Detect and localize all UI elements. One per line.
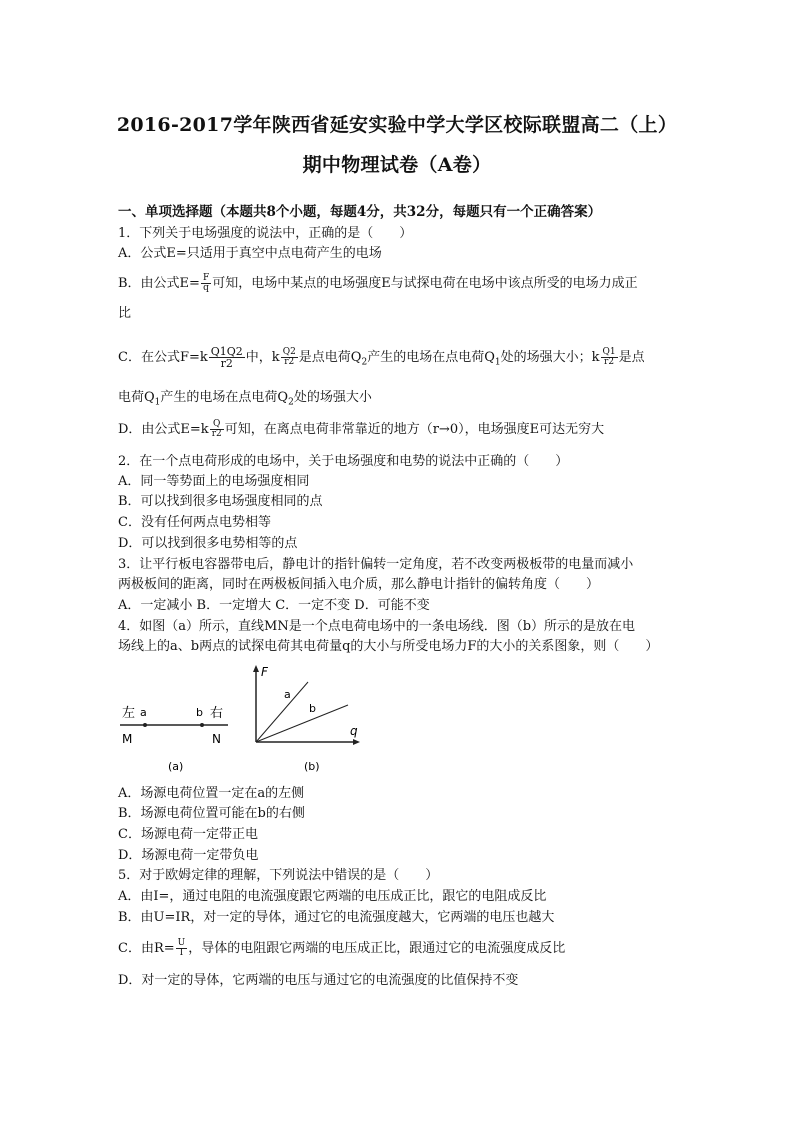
q3-options: A．一定减小 B．一定增大 C．一定不变 D．可能不变 [118,598,430,613]
fig-b-line-b-label: b [309,702,316,715]
point-a [143,723,147,727]
q1-c-post: 是点 [618,350,645,365]
fig-a-n-label: N [212,732,221,746]
q2-stem: 2．在一个点电荷形成的电场中，关于电场强度和电势的说法中正确的（ ） [118,454,569,469]
q2-option-d: D．可以找到很多电势相等的点 [118,536,298,551]
frac-num: U [177,938,186,948]
frac-den: r2 [604,357,615,367]
q5-c-pre: C．由R= [118,941,175,956]
text: 产生的电场在点电荷Q [160,390,289,405]
q1-b-post: 可知，电场中某点的电场强度E与试探电荷在电场中该点所受的电场力成正 [212,276,638,291]
q3-stem-1: 3．让平行板电容器带电后，静电计的指针偏转一定角度，若不改变两极板带的电量而减小 [118,557,634,572]
fig-a-left-label: 左 [122,706,136,721]
q1-option-a: A．公式E=只适用于真空中点电荷产生的电场 [118,246,382,261]
q1-d-fraction [210,420,224,439]
q1-c-fraction-3 [601,348,618,367]
frac-den: I [179,948,184,958]
fig-b-y-label: F [261,665,268,679]
q1-b-fraction [201,274,211,293]
title-line-2: 期中物理试卷（A卷） [302,154,492,176]
q2-option-c: C．没有任何两点电势相等 [118,515,271,530]
fig-a-m-label: M [122,732,133,746]
fig-a-point-b-label: b [196,706,203,719]
q1-option-b-cont: 比 [118,306,132,321]
q4-figures [118,662,368,777]
q1-c-pre: C．在公式F=k [118,350,208,365]
q5-option-a: A．由I=，通过电阻的电流强度跟它两端的电压成正比，跟它的电阻成反比 [118,889,547,904]
frac-num: Q1 [602,347,616,357]
frac-num: Q2 [282,347,296,357]
q4-option-d: D．场源电荷一定带负电 [118,848,259,863]
q1-b-pre: B．由公式E= [118,276,200,291]
subscript: 2 [361,357,368,368]
f-axis-arrow-icon [253,665,259,672]
frac-den: r2 [284,357,295,367]
figure-b [253,665,360,773]
q2-option-a: A．同一等势面上的电场强度相同 [118,474,310,489]
q1-option-c [118,346,645,371]
q1-option-c-cont [118,390,372,411]
q1-option-b [118,274,638,293]
frac-num: Q [210,420,224,430]
fig-b-line-a-label: a [284,688,291,701]
q4-option-a: A．场源电荷位置一定在a的左侧 [118,786,305,801]
q4-option-b: B．场源电荷位置可能在b的右侧 [118,806,305,821]
q3-stem-2: 两极板间的距离，同时在两极板间插入电介质，那么静电计指针的偏转角度（ ） [118,577,600,592]
text: 处的场强大小 [293,390,372,405]
q4-stem-1: 4．如图（a）所示，直线MN是一个点电荷电场中的一条电场线．图（b）所示的是放在电 [118,619,636,634]
subscript: 1 [494,357,501,368]
frac-num: F [202,273,210,283]
q1-d-post: 可知，在离点电荷非常靠近的地方（r→0），电场强度E可达无穷大 [224,422,605,437]
fig-a-point-a-label: a [140,706,147,719]
fig-a-right-label: 右 [210,706,224,721]
fig-b-caption: (b) [304,760,320,773]
subscript: 2 [288,397,294,408]
q1-c-mid3: 产生的电场在点电荷Q [367,350,495,365]
q1-c-mid2: 是点电荷Q [298,350,362,365]
q1-option-d [118,420,604,439]
section-heading: 一、单项选择题（本题共8个小题，每题4分，共32分，每题只有一个正确答案） [118,204,602,220]
q4-option-c: C．场源电荷一定带正电 [118,827,258,842]
line-a [256,682,308,742]
q1-c-fraction-2 [281,348,298,367]
text: 电荷Q [118,390,155,405]
q1-c-mid4: 处的场强大小；k [500,350,600,365]
frac-num: Q1Q2 [210,345,243,358]
q1-stem: 1．下列关于电场强度的说法中，正确的是（ ） [118,226,413,241]
q5-option-c [118,939,565,958]
figure-a [120,706,228,773]
q5-stem: 5．对于欧姆定律的理解，下列说法中错误的是（ ） [118,868,439,883]
q2-option-b: B．可以找到很多电场强度相同的点 [118,494,323,509]
q5-c-fraction [176,939,188,958]
frac-den: q [203,283,209,293]
q1-c-mid1: 中，k [245,350,280,365]
title-line-1: 2016-2017学年陕西省延安实验中学大学区校际联盟高二（上） [116,114,678,136]
fig-b-x-label: q [350,724,358,738]
frac-den: r2 [220,357,233,370]
subscript: 1 [154,397,161,408]
fig-a-caption: (a) [168,760,184,773]
q5-option-d: D．对一定的导体，它两端的电压与通过它的电流强度的比值保持不变 [118,973,519,988]
frac-den: r2 [211,429,222,439]
q-axis-arrow-icon [353,739,360,745]
line-b [256,705,348,742]
q5-option-b: B．由U=IR，对一定的导体，通过它的电流强度越大，它两端的电压也越大 [118,910,555,925]
q4-stem-2: 场线上的a、b两点的试探电荷其电荷量q的大小与所受电场力F的大小的关系图象，则（ ） [118,639,659,654]
q1-c-fraction-1 [209,346,245,369]
q1-d-pre: D．由公式E=k [118,422,209,437]
q5-c-post: ，导体的电阻跟它两端的电压成正比，跟通过它的电流强度成反比 [188,941,566,956]
point-b [200,723,204,727]
